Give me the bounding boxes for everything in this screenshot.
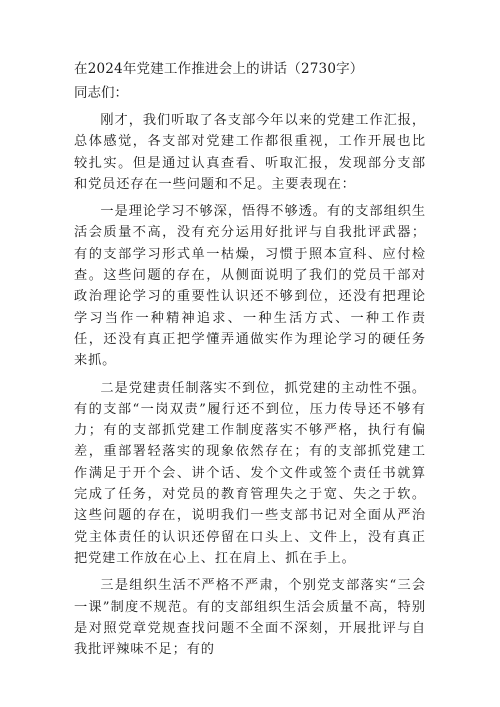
document-title: 在2024年党建工作推进会上的讲话（2730字） [74,61,364,77]
paragraph-point-three: 三是组织生活不严格不严肃，个别党支部落实“三会一课”制度不规范。有的支部组织生活会质量不高，特别是对照党章党规查找问题不全面不深刻，开展批评与自我批评辣味不足；有的 [74,578,426,658]
paragraph-intro: 刚才，我们听取了各支部今年以来的党建工作汇报，总体感觉，各支部对党建工作都很重视，工作开展也比较扎实。但是通过认真查看、听取汇报，发现部分支部和党员还存在一些问题和不足。主要表现在： [74,113,426,192]
speech-body [74,110,426,666]
paragraph-point-two: 二是党建责任制落实不到位，抓党建的主动性不强。有的支部“一岗双责”履行还不到位，压力传导还不够有力；有的支部抓党建工作制度落实不够严格，执行有偏差，重部署轻落实的现象依然存在；有的支部抓党建工作满足于开个会、讲个话、发个文件或签个责任书就算完成了任务，对党员的教育管理失之于宽、失之于软。这些问题的存在，说明我们一些支部书记对全面从严治党主体责任的认识还停留在口头上、文件上，没有真正把党建工作放在心上、扛在肩上、抓在手上。 [74,380,426,566]
paragraph-point-one: 一是理论学习不够深，悟得不够透。有的支部组织生活会质量不高，没有充分运用好批评与自我批评武器；有的支部学习形式单一枯燥，习惯于照本宣科、应付检查。这些问题的存在，从侧面说明了我们的党员干部对政治理论学习的重要性认识还不够到位，还没有把理论学习当作一种精神追求、一种生活方式、一种工作责任，还没有真正把学懂弄通做实作为理论学习的硬任务来抓。 [74,204,426,369]
salutation: 同志们： [74,85,128,101]
